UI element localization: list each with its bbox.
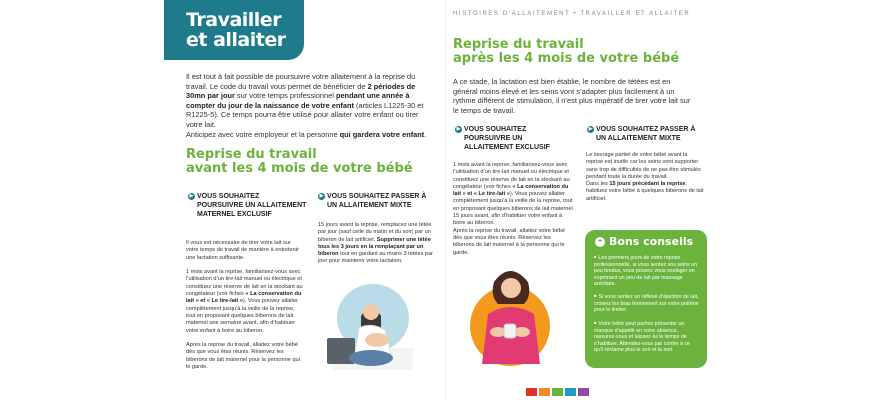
footer-dot-orange (539, 388, 550, 396)
right-intro-paragraph: A ce stade, la lactation est bien établie, le nombre de tétées est en général moins élevé et les seins vont s’adapter plus facilement à un rythme différent de stimulation, il n’est plus impératif de tirer votre lait sur le temps de travail. (453, 77, 691, 115)
title-line-1: Travailler (186, 9, 282, 31)
tips-title: Bons conseils (609, 235, 694, 248)
intro-text-2: sur votre temps professionnel (234, 91, 336, 101)
left-col1-title-text: VOUS SOUHAITEZ POURSUIVRE UN ALLAITEMENT MATERNEL EXCLUSIF (197, 193, 307, 218)
right-col1-body-d: Après la reprise du travail, allaitez votre bébé dès que vous êtes réunis. Réservez les biberons de lait maternel à la personne qui le garde. (453, 227, 565, 256)
footer-dot-red (526, 388, 537, 396)
intro-bold-2: pendant une année à compter du jour de la naissance de votre enfant (186, 91, 410, 110)
left-col1-body-e: Après la reprise du travail, allaitez votre bébé dès que vous êtes réunis. Réservez les biberons de lait maternel pour la personne qui le garde. (186, 342, 300, 371)
left-col1-title (189, 192, 307, 219)
intro-text-4: Anticipez avec votre employeur et la personne (186, 129, 340, 139)
footer-color-dots (526, 388, 589, 396)
left-col2-body-a: 15 jours avant la reprise, remplacez une tétée par jour (sauf celle du matin et du soir) par un biberon de lait artificiel. (318, 222, 432, 243)
intro-text-1: Il est tout à fait possible de poursuivre votre allaitement à la reprise du travail. Le code du travail vous permet de bénéficier de (186, 72, 416, 91)
right-col2-body-d: , habituez votre bébé à quelques biberons de lait artificiel. (586, 181, 704, 202)
right-col2-title (588, 125, 704, 143)
arrow-icon: ▶ (456, 126, 461, 132)
arrow-icon: ▶ (588, 126, 593, 132)
footer-dot-purple (578, 388, 589, 396)
intro-text-5: . (424, 129, 427, 139)
right-col2-title-text: VOUS SOUHAITEZ PASSER À UN ALLAITEMENT MIXTE (596, 126, 696, 142)
arrow-icon: ▶ (319, 193, 324, 199)
title-tab (164, 0, 304, 60)
heading-before-4-months (186, 148, 413, 176)
heading-line-2: avant les 4 mois de votre bébé (186, 161, 413, 176)
page-title (186, 10, 286, 50)
left-col1-body-a: Il vous est nécessaire de tirer votre lait sur votre temps de travail de manière à entretenir une lactation suffisante. (186, 240, 299, 261)
left-col2-title-text: VOUS SOUHAITEZ PASSER À UN ALLAITEMENT MIXTE (327, 193, 427, 209)
breastfeeding-illustration (325, 278, 415, 375)
tip-item: ■ Votre bébé peut parfois présenter un manque d’appétit en votre absence, rassurez-vous et laissez-lui le temps de s’habituer. Attendez-vous par contre à ce qu’il réclame plus le soir et la nuit. (594, 320, 700, 354)
left-col2-body-c: tout en gardant au moins 3 tétées par jour pour maintenir votre lactation. (318, 251, 434, 265)
running-header: HISTOIRES D’ALLAITEMENT • TRAVAILLER ET ALLAITER (453, 11, 691, 17)
heading-line-1: Reprise du travail (453, 37, 584, 52)
title-line-2: et allaiter (186, 29, 286, 51)
plus-icon: + (595, 237, 605, 247)
footer-dot-blue (565, 388, 576, 396)
right-col2-body-c: 15 jours précédant la reprise (609, 181, 686, 188)
tip-item: ■ Les premiers jours de votre reprise professionnelle, si vous sentez vos seins un peu tendus, vous pouvez vous soulager en exprimant un peu de lait par massage aréolaire. (594, 254, 700, 288)
heading-line-2: après les 4 mois de votre bébé (453, 51, 680, 66)
intro-paragraph (186, 72, 430, 139)
heading-after-4-months (453, 38, 679, 66)
right-col1-body-c: ). Vous pouvez allaiter complètement jusqu’à la veille de la reprise, tout en proposant quelques biberons de lait maternel 15 jours avant, afin d’habituer votre enfant à boire au biberon. (453, 191, 573, 227)
right-col1-body (453, 162, 573, 257)
right-col1-title (456, 125, 569, 152)
tips-box (585, 230, 707, 368)
intro-bold-3: qui gardera votre enfant (339, 129, 425, 139)
right-col1-title-text: VOUS SOUHAITEZ POURSUIVRE UN ALLAITEMENT EXCLUSIF (464, 126, 550, 151)
right-col1-body-b: « La conservation du lait » et « Le tire-lait » (453, 183, 569, 198)
left-col2-body-b: Supprimer une tétée tous les 3 jours en la remplaçant par un biberon (318, 236, 431, 258)
left-col1-body (186, 240, 304, 371)
intro-text-3: (articles L1225-30 et R1225-5). Ce temps pourra être utilisé pour allaiter votre enfant ou tirer votre lait. (186, 100, 424, 129)
left-col1-body-b: 1 mois avant la reprise, familiarisez-vous avec l’utilisation d’un tire-lait manuel ou électrique et constituez une réserve de lait en la stockant au congélateur (voir fiches (186, 269, 303, 298)
arrow-icon: ▶ (189, 193, 194, 199)
left-col2-title (319, 192, 435, 210)
tips-header (595, 236, 693, 248)
left-col1-body-c: « La conservation du lait » et « Le tire-lait » (186, 291, 302, 305)
footer-dot-green (552, 388, 563, 396)
page-spine (445, 0, 446, 400)
heading-line-1: Reprise du travail (186, 147, 317, 162)
left-col1-body-d: ). Vous pouvez allaiter complètement jusqu’à la veille de la reprise, tout en proposant quelques biberons de lait maternel une semaine avant, afin d’habituer votre enfant à boire au biberon. (186, 298, 298, 334)
right-col2-body (586, 152, 706, 203)
tip-item: ■ Si vous sentez un réflexe d’éjection de lait, croisez les bras fermement sur votre poitrine pour le limiter. (594, 293, 700, 314)
intro-bold-1: 2 périodes de 30mn par jour (186, 81, 416, 101)
right-col2-body-a: Le sevrage partiel de votre bébé avant la reprise est inutile car les seins vont supporter sans trop de difficultés de ne pas être stimulés pendant toute la durée du travail. (586, 152, 701, 180)
right-col2-body-b: Dans les (586, 181, 610, 188)
left-col2-body (318, 222, 436, 266)
breast-pump-illustration (468, 258, 560, 375)
right-col1-body-a: 1 mois avant la reprise, familiarisez-vous avec l’utilisation d’un tire-lait manuel ou électrique et constituez une réserve de lait en la stockant au congélateur (voir fiches (453, 162, 570, 190)
